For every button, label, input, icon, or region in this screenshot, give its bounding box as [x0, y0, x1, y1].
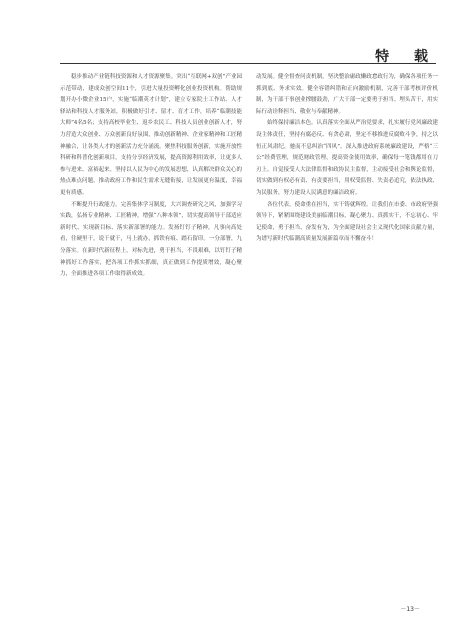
body-paragraph: 动发展。健全督查问责机制，坚决整治庸政懒政怠政行为，确保各项任务一抓到底、务求实效。健全容错纠错和正向激励机制，完善干部考核评价机制，为干部干事创业撑腰鼓劲，广大干部一定要勇于担当、埋头苦干，用实际行动诠释担当、敬业与奉献精神。 — [256, 74, 438, 115]
body-paragraph: 不断提升行政能力。完善集体学习制度，大兴调查研究之风，加强学习实践，弘扬专业精神、工匠精神，增强“八种本领”，切实提高领导干部适应新时代、实现新目标、落实新部署的能力。发扬钉钉子精神，凡事向高处看，往硬里干，说干就干，马上就办，抓铁有痕、踏石留印。一分部署，九分落实。在新时代新征程上，对标先进，勇于担当，不畏艰难，以钉钉子精神抓好工作落实，把各项工作抓实抓细，真正做到工作提质增效，凝心聚力，全面推进各项工作取得新成效。 — [60, 201, 242, 278]
right-column — [256, 72, 438, 246]
section-header: 特 载 — [375, 49, 438, 65]
body-paragraph: 始终保持廉洁本色。认真落实全面从严治党要求，扎实履行党风廉政建设主体责任，坚持有腐必反、有贪必肃，坚定不移推进反腐败斗争，持之以恒正风肃纪，驰而不息纠治“四风”。深入推进政府系统廉政建设，严格“三公”经费管理，规范财政管理，提高资金使用效率，确保每一笔钱都用在刀刃上。自觉接受人大法律监督和政协民主监督，主动接受社会和舆论监督，切实做到有权必有责、有责要担当，用权受监督、失责必追究，依法执政、为民服务，努力建设人民满意的廉洁政府。 — [256, 120, 438, 196]
left-column — [60, 72, 242, 281]
body-paragraph: 稳步推动产业链科技资源和人才资源聚集。突出“互联网+双创”产业园示范带动，建成众创空间11个，引进大量投资孵化创业投资机构。帮助规划开办小微企业15户，实施“临潮英才计划”，建立专家院士工作站、人才驿站和科技人才服务站，积极做好引才、留才、育才工作，培养“临潮技能大师”4名5名；支持高校毕业生、返乡农民工、科技人员创业创新人才，努力营造大众创业、万众创新良好氛围，推动创新精神、企业家精神和工匠精神融合，让各类人才的创新活力充分涌流。聚焦科技服务创新，实施开放性科研和科普化创新项目，支持分享经济发展，提高资源利用效率，让更多人参与进来、富裕起来。坚持以人民为中心的发展思想，认真解决群众关心的热点难点问题，推动政府工作和民生需求无缝衔接，让发展更有温度，幸福更有质感。 — [60, 74, 242, 196]
body-paragraph: 各位代表，使命重在担当，实干铸就辉煌。让我们在市委、市政府坚强领导下，紧紧围绕建设美丽临潮目标，凝心聚力、真抓实干，不忘初心、牢记使命，勇于担当、奋发有为，为全面建设社会主义现代化国家贡献力量，为谱写新时代临潮高质量发展新篇章而不懈奋斗！ — [256, 201, 438, 243]
header-rule — [60, 63, 436, 64]
page-number: －13－ — [400, 606, 420, 613]
